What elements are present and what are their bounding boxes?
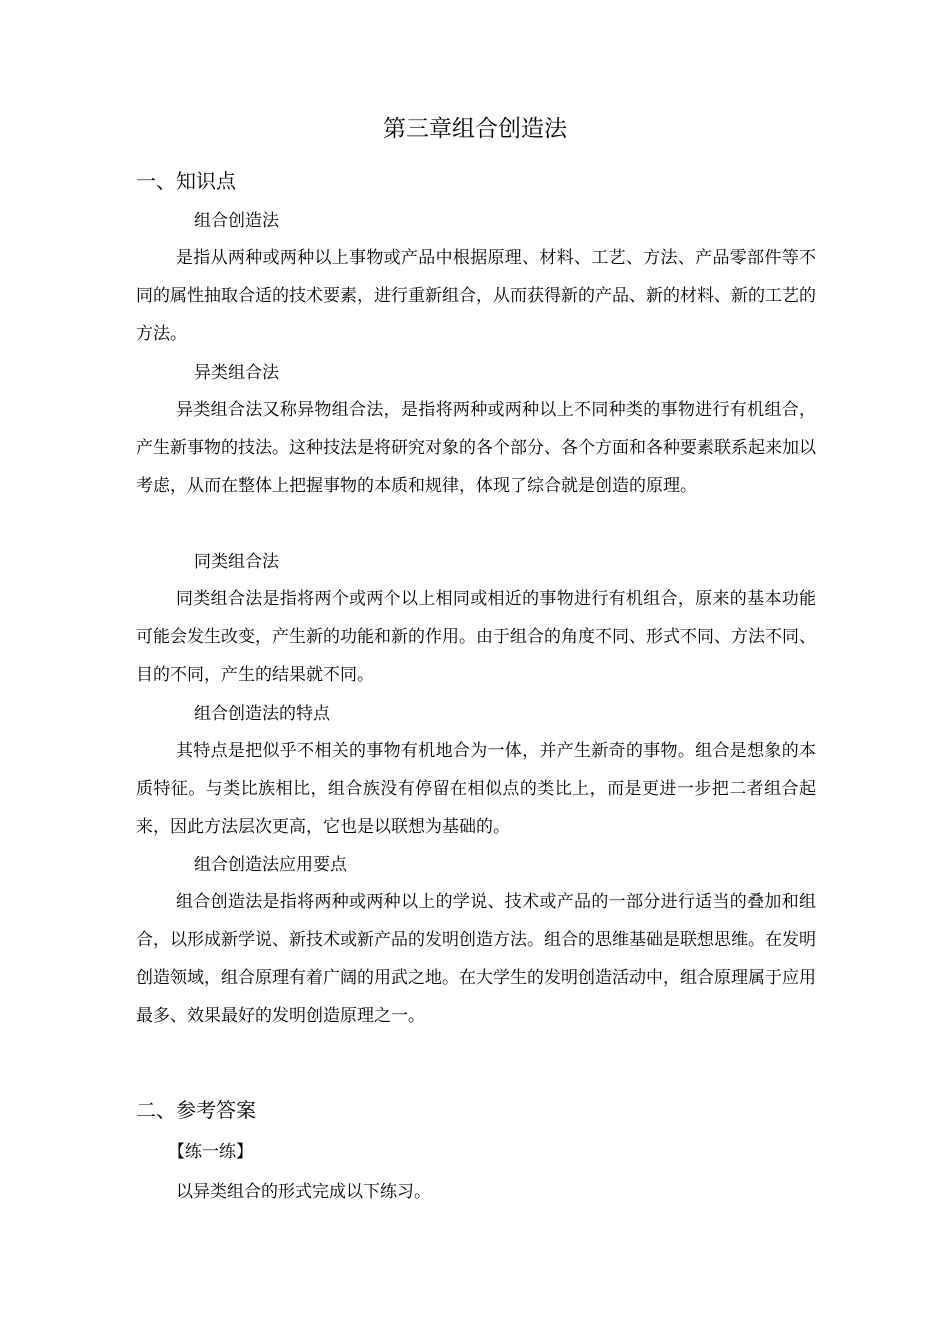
- paragraph-heterogeneous-combination: 异类组合法又称异物组合法，是指将两种或两种以上不同种类的事物进行有机组合，产生新事物的技法。这种技法是将研究对象的各个部分、各个方面和各种要素联系起来加以考虑，从而在整体上把握事物的本质和规律，体现了综合就是创造的原理。: [136, 400, 816, 496]
- subheading-method-features: 组合创造法的特点: [194, 704, 330, 724]
- subheading-combination-method: 组合创造法: [194, 211, 279, 231]
- subheading-heterogeneous-combination: 异类组合法: [194, 363, 279, 383]
- exercise-instruction: 以异类组合的形式完成以下练习。: [176, 1182, 431, 1202]
- paragraph-homogeneous-combination: 同类组合法是指将两个或两个以上相同或相近的事物进行有机组合，原来的基本功能可能会发生改变，产生新的功能和新的作用。由于组合的角度不同、形式不同、方法不同、目的不同，产生的结果就不同。: [136, 589, 816, 685]
- exercise-label: 【练一练】: [168, 1142, 253, 1162]
- paragraph-method-features: 其特点是把似乎不相关的事物有机地合为一体，并产生新奇的事物。组合是想象的本质特征。与类比族相比，组合族没有停留在相似点的类比上，而是更进一步把二者组合起来，因此方法层次更高，它也是以联想为基础的。: [136, 741, 816, 837]
- section-heading-knowledge: 一、知识点: [136, 169, 236, 193]
- paragraph-application-points: 组合创造法是指将两种或两种以上的学说、技术或产品的一部分进行适当的叠加和组合，以形成新学说、新技术或新产品的发明创造方法。组合的思维基础是联想思维。在发明创造领域，组合原理有着广阔的用武之地。在大学生的发明创造活动中，组合原理属于应用最多、效果最好的发明创造原理之一。: [136, 892, 816, 1026]
- chapter-title: 第三章组合创造法: [383, 116, 567, 142]
- paragraph-combination-method: 是指从两种或两种以上事物或产品中根据原理、材料、工艺、方法、产品零部件等不同的属性抽取合适的技术要素，进行重新组合，从而获得新的产品、新的材料、新的工艺的方法。: [136, 248, 816, 344]
- subheading-homogeneous-combination: 同类组合法: [194, 552, 279, 572]
- subheading-application-points: 组合创造法应用要点: [194, 855, 347, 875]
- section-heading-reference-answers: 二、参考答案: [136, 1098, 256, 1122]
